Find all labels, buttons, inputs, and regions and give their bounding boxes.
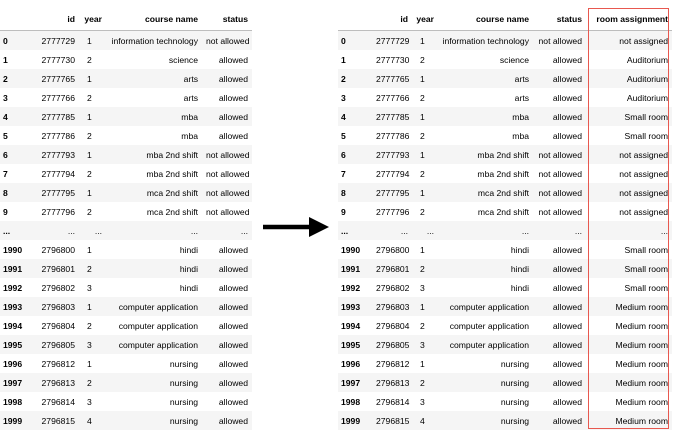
cell-index: 7 [3, 168, 8, 179]
cell-course-name: mba 2nd shift [477, 168, 529, 179]
cell-course-name: nursing [169, 396, 198, 407]
cell-status: allowed [552, 54, 582, 65]
cell-id: 2796800 [41, 244, 75, 255]
cell-year: 2 [87, 130, 92, 141]
cell-year: 1 [420, 149, 425, 160]
cell-year: 2 [87, 320, 92, 331]
cell-year: 2 [87, 92, 92, 103]
cell-id: 2796814 [41, 396, 75, 407]
cell-id: 2796801 [376, 263, 410, 274]
cell-year: 1 [87, 301, 92, 312]
cell-year: 3 [87, 396, 92, 407]
cell-index: 1995 [3, 339, 23, 350]
cell-year: 1 [87, 149, 92, 160]
cell-year: 2 [420, 206, 425, 217]
cell-id: 2777786 [41, 130, 75, 141]
cell-status: not allowed [206, 149, 250, 160]
cell-index: 5 [341, 130, 346, 141]
cell-course-name: hindi [510, 282, 529, 293]
cell-index: 6 [3, 149, 8, 160]
table-row [0, 88, 252, 107]
table-row [0, 126, 252, 145]
cell-room-assignment: ... [660, 225, 668, 236]
cell-course-name: nursing [500, 358, 529, 369]
cell-id: 2796802 [376, 282, 410, 293]
table-row [338, 316, 672, 335]
cell-id: 2796815 [376, 415, 410, 426]
cell-year: 1 [87, 73, 92, 84]
right-arrow-icon [263, 215, 331, 239]
cell-course-name: nursing [169, 358, 198, 369]
cell-id: 2777785 [376, 111, 410, 122]
cell-year: 1 [420, 244, 425, 255]
table-row [338, 88, 672, 107]
cell-course-name: information technology [111, 35, 198, 46]
table-row [338, 69, 672, 88]
cell-index: 1994 [3, 320, 23, 331]
cell-year: 1 [87, 35, 92, 46]
cell-id: 2796813 [376, 377, 410, 388]
table-row [338, 202, 672, 221]
table-row [0, 69, 252, 88]
cell-index: 1999 [341, 415, 361, 426]
cell-year: 1 [420, 358, 425, 369]
cell-status: not allowed [206, 35, 250, 46]
cell-id: 2777729 [41, 35, 75, 46]
cell-index: 8 [341, 187, 346, 198]
cell-id: 2777794 [41, 168, 75, 179]
cell-status: allowed [218, 111, 248, 122]
cell-status: not allowed [538, 35, 582, 46]
table-row [0, 31, 252, 51]
header-row [338, 8, 672, 31]
cell-room-assignment: Medium room [615, 301, 668, 312]
cell-course-name: mca 2nd shift [146, 187, 198, 198]
cell-id: 2796801 [41, 263, 75, 274]
cell-status: not allowed [538, 206, 582, 217]
cell-id: 2777766 [376, 92, 410, 103]
table-row [0, 107, 252, 126]
cell-status: allowed [552, 111, 582, 122]
cell-id: 2796815 [41, 415, 75, 426]
cell-room-assignment: Small room [624, 130, 668, 141]
cell-year: 1 [420, 111, 425, 122]
column-header-id: id [372, 8, 412, 31]
cell-year: 2 [87, 263, 92, 274]
cell-index: 1992 [341, 282, 361, 293]
cell-status: ... [574, 225, 582, 236]
cell-id: 2777796 [41, 206, 75, 217]
cell-year: 2 [420, 320, 425, 331]
cell-year: 4 [87, 415, 92, 426]
cell-id: 2777765 [41, 73, 75, 84]
cell-index: 1992 [3, 282, 23, 293]
cell-index: 6 [341, 149, 346, 160]
cell-id: 2796803 [376, 301, 410, 312]
cell-year: 2 [420, 168, 425, 179]
header-row [0, 8, 252, 31]
cell-room-assignment: Small room [624, 263, 668, 274]
cell-room-assignment: Medium room [615, 339, 668, 350]
cell-course-name: mba [181, 130, 198, 141]
cell-course-name: mba [512, 130, 529, 141]
cell-course-name: mca 2nd shift [477, 187, 529, 198]
cell-course-name: arts [183, 73, 198, 84]
cell-index: 3 [341, 92, 346, 103]
table-row [338, 411, 672, 430]
cell-course-name: computer application [449, 320, 529, 331]
cell-course-name: nursing [169, 377, 198, 388]
cell-year: ... [426, 225, 434, 236]
cell-course-name: science [168, 54, 198, 65]
cell-status: not allowed [538, 168, 582, 179]
cell-room-assignment: Small room [624, 111, 668, 122]
cell-course-name: nursing [169, 415, 198, 426]
cell-status: allowed [218, 244, 248, 255]
cell-course-name: information technology [442, 35, 529, 46]
cell-index: 1990 [341, 244, 361, 255]
cell-course-name: hindi [510, 263, 529, 274]
cell-index: 3 [3, 92, 8, 103]
cell-year: 1 [87, 358, 92, 369]
cell-id: 2777794 [376, 168, 410, 179]
table-row [0, 335, 252, 354]
table-row [338, 145, 672, 164]
cell-course-name: nursing [500, 377, 529, 388]
before-dataframe [0, 8, 252, 430]
cell-status: allowed [552, 301, 582, 312]
cell-index: ... [341, 225, 349, 236]
cell-status: not allowed [206, 168, 250, 179]
cell-index: 0 [3, 35, 8, 46]
column-header-course-name: course name [438, 8, 533, 31]
cell-room-assignment: Medium room [615, 320, 668, 331]
before-header [0, 8, 252, 31]
cell-room-assignment: Auditorium [626, 54, 668, 65]
cell-course-name: mca 2nd shift [477, 206, 529, 217]
cell-year: 2 [420, 92, 425, 103]
table-row [338, 164, 672, 183]
cell-status: allowed [218, 320, 248, 331]
cell-index: 2 [3, 73, 8, 84]
table-row [338, 240, 672, 259]
after-body [338, 31, 672, 431]
cell-status: allowed [218, 301, 248, 312]
cell-index: 5 [3, 130, 8, 141]
cell-room-assignment: not assigned [619, 149, 668, 160]
cell-year: 1 [87, 187, 92, 198]
cell-id: ... [67, 225, 75, 236]
cell-course-name: arts [514, 73, 529, 84]
cell-room-assignment: Small room [624, 282, 668, 293]
cell-year: 2 [420, 54, 425, 65]
cell-index: 1 [341, 54, 346, 65]
before-body [0, 31, 252, 431]
table-row [338, 373, 672, 392]
cell-index: 1 [3, 54, 8, 65]
cell-index: 1991 [3, 263, 23, 274]
cell-status: allowed [218, 73, 248, 84]
cell-id: 2777793 [376, 149, 410, 160]
table-row [338, 183, 672, 202]
cell-id: 2796813 [41, 377, 75, 388]
cell-course-name: hindi [179, 263, 198, 274]
cell-course-name: computer application [449, 339, 529, 350]
table-row [0, 145, 252, 164]
table-row [338, 278, 672, 297]
cell-year: 4 [420, 415, 425, 426]
cell-index: 9 [3, 206, 8, 217]
cell-id: 2777786 [376, 130, 410, 141]
table-row [0, 50, 252, 69]
column-header-year: year [412, 8, 438, 31]
cell-id: 2796802 [41, 282, 75, 293]
table-row [0, 164, 252, 183]
cell-index: 7 [341, 168, 346, 179]
cell-room-assignment: Medium room [615, 358, 668, 369]
cell-id: 2777785 [41, 111, 75, 122]
cell-room-assignment: not assigned [619, 168, 668, 179]
table-row [0, 202, 252, 221]
cell-status: allowed [218, 415, 248, 426]
table-row [338, 392, 672, 411]
cell-course-name: hindi [179, 282, 198, 293]
cell-year: 1 [420, 73, 425, 84]
cell-status: allowed [552, 415, 582, 426]
cell-room-assignment: Medium room [615, 396, 668, 407]
cell-year: 2 [87, 168, 92, 179]
cell-id: ... [400, 225, 408, 236]
cell-id: 2796804 [376, 320, 410, 331]
table-row [338, 107, 672, 126]
cell-course-name: arts [183, 92, 198, 103]
cell-index: 4 [341, 111, 346, 122]
cell-status: allowed [218, 54, 248, 65]
cell-year: 2 [420, 377, 425, 388]
cell-status: allowed [552, 244, 582, 255]
cell-id: 2796812 [376, 358, 410, 369]
cell-id: 2777729 [376, 35, 410, 46]
cell-index: 1998 [341, 396, 361, 407]
cell-index: 1995 [341, 339, 361, 350]
cell-id: 2777766 [41, 92, 75, 103]
cell-course-name: computer application [118, 301, 198, 312]
table-row [338, 50, 672, 69]
cell-status: allowed [552, 130, 582, 141]
table-row [338, 335, 672, 354]
cell-id: 2777730 [41, 54, 75, 65]
cell-course-name: mba 2nd shift [146, 149, 198, 160]
cell-status: not allowed [538, 149, 582, 160]
column-header-course-name: course name [106, 8, 202, 31]
cell-status: allowed [552, 396, 582, 407]
cell-room-assignment: Medium room [615, 415, 668, 426]
cell-index: 2 [341, 73, 346, 84]
column-header-year: year [79, 8, 106, 31]
table-row [0, 278, 252, 297]
cell-status: allowed [552, 339, 582, 350]
cell-id: 2777730 [376, 54, 410, 65]
cell-course-name: hindi [179, 244, 198, 255]
cell-room-assignment: not assigned [619, 187, 668, 198]
cell-course-name: computer application [118, 339, 198, 350]
table-row [0, 297, 252, 316]
cell-index: 4 [3, 111, 8, 122]
cell-room-assignment: Medium room [615, 377, 668, 388]
cell-status: allowed [552, 92, 582, 103]
cell-room-assignment: Auditorium [626, 73, 668, 84]
cell-id: 2777793 [41, 149, 75, 160]
cell-course-name: hindi [510, 244, 529, 255]
cell-course-name: ... [521, 225, 529, 236]
table-row [0, 221, 252, 240]
cell-year: 2 [420, 130, 425, 141]
cell-index: ... [3, 225, 11, 236]
cell-year: 1 [420, 187, 425, 198]
cell-course-name: nursing [500, 396, 529, 407]
cell-status: allowed [218, 339, 248, 350]
cell-index: 9 [341, 206, 346, 217]
cell-id: 2796800 [376, 244, 410, 255]
cell-year: 1 [87, 244, 92, 255]
cell-id: 2796805 [376, 339, 410, 350]
cell-status: ... [240, 225, 248, 236]
table-row [0, 240, 252, 259]
table-row [0, 183, 252, 202]
cell-index: 1997 [341, 377, 361, 388]
cell-status: allowed [552, 282, 582, 293]
table-row [338, 259, 672, 278]
column-header-index [0, 8, 36, 31]
cell-course-name: computer application [449, 301, 529, 312]
cell-index: 8 [3, 187, 8, 198]
cell-index: 1994 [341, 320, 361, 331]
table-row [338, 297, 672, 316]
cell-course-name: mca 2nd shift [146, 206, 198, 217]
table-row [338, 126, 672, 145]
cell-room-assignment: not assigned [619, 35, 668, 46]
cell-year: 2 [87, 377, 92, 388]
cell-status: allowed [218, 92, 248, 103]
cell-id: 2796812 [41, 358, 75, 369]
cell-year: 1 [87, 111, 92, 122]
cell-course-name: ... [190, 225, 198, 236]
table-row [0, 411, 252, 430]
cell-year: 3 [420, 282, 425, 293]
table-row [0, 259, 252, 278]
cell-course-name: science [499, 54, 529, 65]
cell-course-name: arts [514, 92, 529, 103]
cell-year: 3 [420, 396, 425, 407]
cell-id: 2796814 [376, 396, 410, 407]
cell-id: 2777765 [376, 73, 410, 84]
cell-index: 1990 [3, 244, 23, 255]
cell-status: allowed [218, 396, 248, 407]
column-header-id: id [36, 8, 79, 31]
cell-index: 1996 [341, 358, 361, 369]
cell-room-assignment: not assigned [619, 206, 668, 217]
cell-index: 1991 [341, 263, 361, 274]
cell-index: 1993 [3, 301, 23, 312]
cell-course-name: mba [512, 111, 529, 122]
cell-course-name: computer application [118, 320, 198, 331]
cell-index: 0 [341, 35, 346, 46]
cell-course-name: mba 2nd shift [146, 168, 198, 179]
cell-status: allowed [218, 282, 248, 293]
cell-id: 2796805 [41, 339, 75, 350]
after-header [338, 8, 672, 31]
cell-course-name: mba 2nd shift [477, 149, 529, 160]
cell-index: 1996 [3, 358, 23, 369]
column-header-status: status [202, 8, 252, 31]
cell-id: 2777795 [376, 187, 410, 198]
cell-year: 2 [87, 54, 92, 65]
cell-status: allowed [218, 377, 248, 388]
column-header-room-assignment: room assignment [586, 8, 672, 31]
cell-year: 3 [87, 282, 92, 293]
table-row [338, 221, 672, 240]
cell-index: 1999 [3, 415, 23, 426]
cell-index: 1993 [341, 301, 361, 312]
cell-course-name: nursing [500, 415, 529, 426]
cell-status: not allowed [206, 187, 250, 198]
table-row [0, 316, 252, 335]
cell-status: allowed [552, 377, 582, 388]
cell-year: 3 [420, 339, 425, 350]
table-row [338, 354, 672, 373]
cell-status: not allowed [538, 187, 582, 198]
cell-status: allowed [552, 320, 582, 331]
table-row [338, 31, 672, 51]
cell-id: 2777795 [41, 187, 75, 198]
cell-status: not allowed [206, 206, 250, 217]
cell-status: allowed [218, 130, 248, 141]
cell-year: 2 [420, 263, 425, 274]
column-header-status: status [533, 8, 586, 31]
column-header-index [338, 8, 372, 31]
cell-id: 2796803 [41, 301, 75, 312]
cell-index: 1997 [3, 377, 23, 388]
table-row [0, 354, 252, 373]
cell-year: 3 [87, 339, 92, 350]
cell-room-assignment: Auditorium [626, 92, 668, 103]
cell-course-name: mba [181, 111, 198, 122]
cell-id: 2796804 [41, 320, 75, 331]
cell-year: 2 [87, 206, 92, 217]
cell-year: 1 [420, 35, 425, 46]
table-row [0, 373, 252, 392]
cell-status: allowed [552, 73, 582, 84]
cell-room-assignment: Small room [624, 244, 668, 255]
cell-year: 1 [420, 301, 425, 312]
cell-status: allowed [218, 358, 248, 369]
cell-index: 1998 [3, 396, 23, 407]
cell-year: ... [94, 225, 102, 236]
cell-id: 2777796 [376, 206, 410, 217]
cell-status: allowed [552, 358, 582, 369]
cell-status: allowed [552, 263, 582, 274]
cell-status: allowed [218, 263, 248, 274]
after-dataframe [338, 8, 672, 430]
table-row [0, 392, 252, 411]
